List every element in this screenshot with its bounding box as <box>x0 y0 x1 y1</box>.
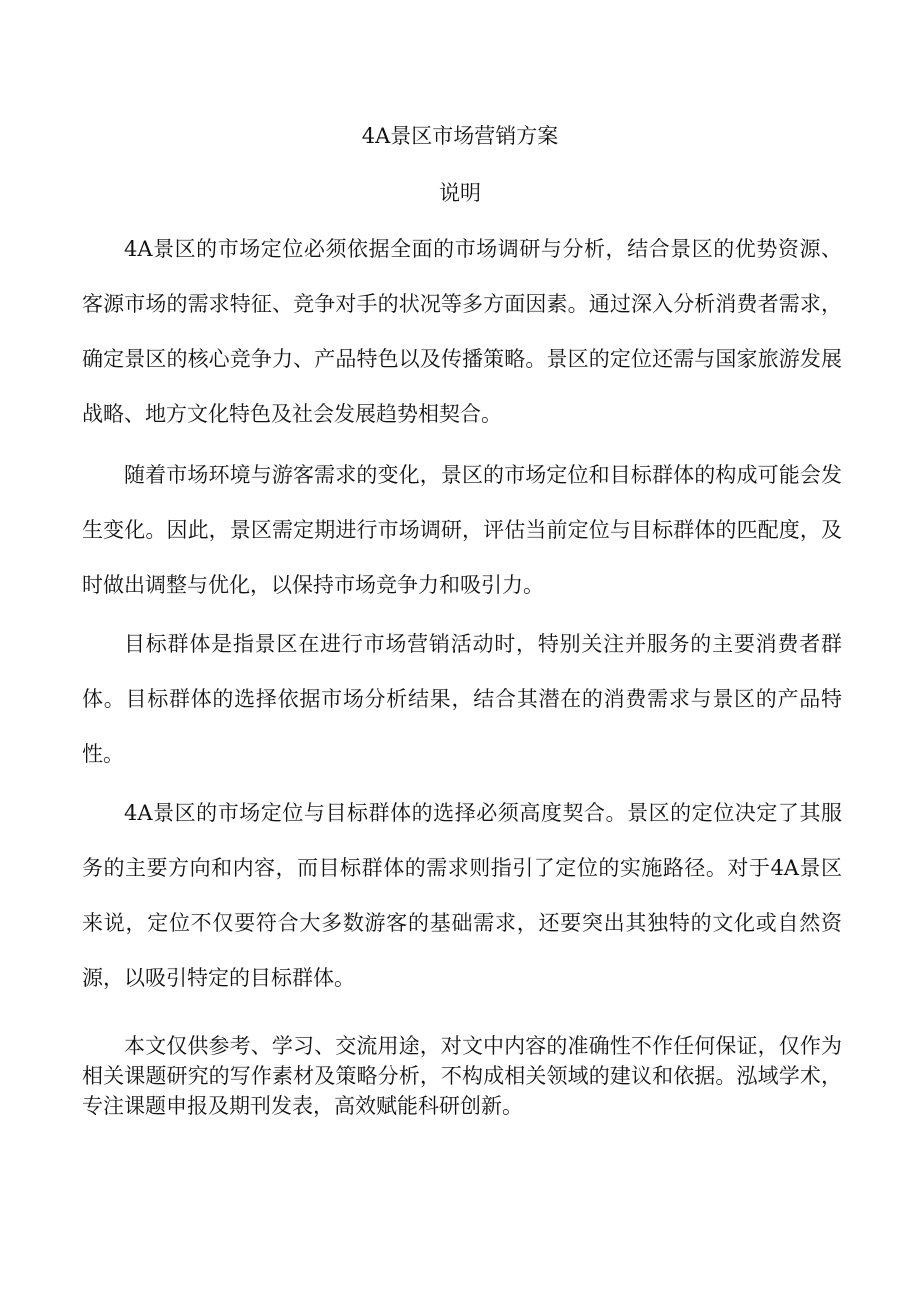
disclaimer-paragraph: 本文仅供参考、学习、交流用途，对文中内容的准确性不作任何保证，仅作为相关课题研究的写作素材及策略分析，不构成相关领域的建议和依据。泓域学术，专注课题申报及期刊发表，高效赋能科研创新。 <box>82 1034 842 1118</box>
body-paragraph-1: 4A景区的市场定位必须依据全面的市场调研与分析，结合景区的优势资源、客源市场的需求特征、竞争对手的状况等多方面因素。通过深入分析消费者需求，确定景区的核心竞争力、产品特色以及传播策略。景区的定位还需与国家旅游发展战略、地方文化特色及社会发展趋势相契合。 <box>82 237 842 426</box>
document-title: 4A景区市场营销方案 <box>361 124 559 148</box>
body-paragraph-2: 随着市场环境与游客需求的变化，景区的市场定位和目标群体的构成可能会发生变化。因此，景区需定期进行市场调研，评估当前定位与目标群体的匹配度，及时做出调整与优化，以保持市场竞争力和吸引力。 <box>82 463 842 597</box>
body-paragraph-4: 4A景区的市场定位与目标群体的选择必须高度契合。景区的定位决定了其服务的主要方向和内容，而目标群体的需求则指引了定位的实施路径。对于4A景区来说，定位不仅要符合大多数游客的基础需求，还要突出其独特的文化或自然资源，以吸引特定的目标群体。 <box>82 801 842 990</box>
body-paragraph-3: 目标群体是指景区在进行市场营销活动时，特别关注并服务的主要消费者群体。目标群体的选择依据市场分析结果，结合其潜在的消费需求与景区的产品特性。 <box>82 632 842 766</box>
document-subtitle: 说明 <box>439 181 481 205</box>
